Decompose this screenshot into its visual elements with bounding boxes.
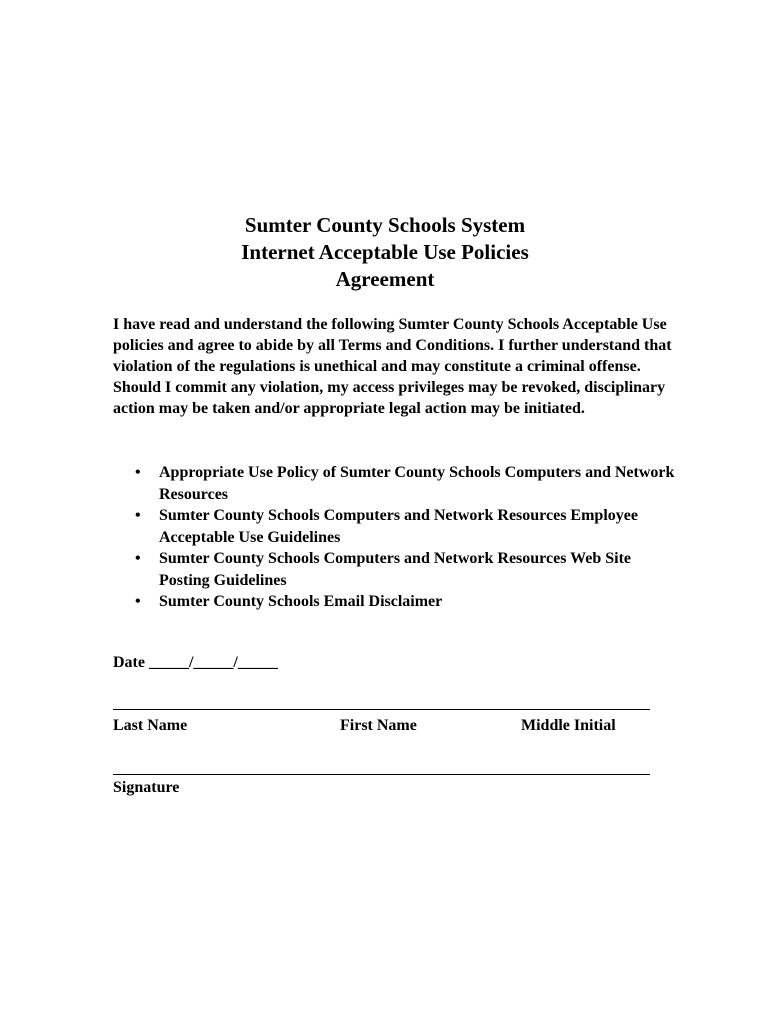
bullet-icon: • [135, 464, 141, 481]
policy-text: Appropriate Use Policy of Sumter County Schools Computers and Network Resources [159, 464, 675, 503]
name-signature-line[interactable] [113, 709, 650, 710]
agreement-paragraph: I have read and understand the following Sumter County Schools Acceptable Use policies and agree to abide by all Terms and Conditions. I further understand that violation of the regulations is unethical and may constitute a criminal offense. Should I commit any violation, my access privileges may be revoked, disciplinary action may be taken and/or appropriate legal action may be initiated. [113, 316, 672, 417]
policy-text: Sumter County Schools Email Disclaimer [159, 593, 443, 610]
signature-line[interactable] [113, 774, 650, 775]
list-item [135, 548, 675, 591]
bullet-icon: • [135, 550, 141, 567]
bullet-icon: • [135, 593, 141, 610]
title-line-2: Internet Acceptable Use Policies [241, 240, 529, 264]
list-item [135, 462, 675, 505]
first-name-label: First Name [340, 717, 417, 734]
policy-list [135, 462, 675, 613]
title-line-1: Sumter County Schools System [244, 213, 526, 237]
middle-initial-label: Middle Initial [521, 717, 616, 734]
last-name-label: Last Name [113, 717, 188, 734]
policy-text: Sumter County Schools Computers and Network Resources Employee Acceptable Use Guidelines [159, 507, 638, 546]
title-line-3: Agreement [335, 267, 435, 291]
bullet-icon: • [135, 507, 141, 524]
policy-text: Sumter County Schools Computers and Network Resources Web Site Posting Guidelines [159, 550, 632, 589]
signature-label: Signature [113, 779, 180, 796]
list-item [135, 505, 675, 548]
document-title [0, 212, 770, 293]
date-field[interactable]: Date _____/_____/_____ [113, 654, 278, 671]
list-item [135, 591, 675, 613]
